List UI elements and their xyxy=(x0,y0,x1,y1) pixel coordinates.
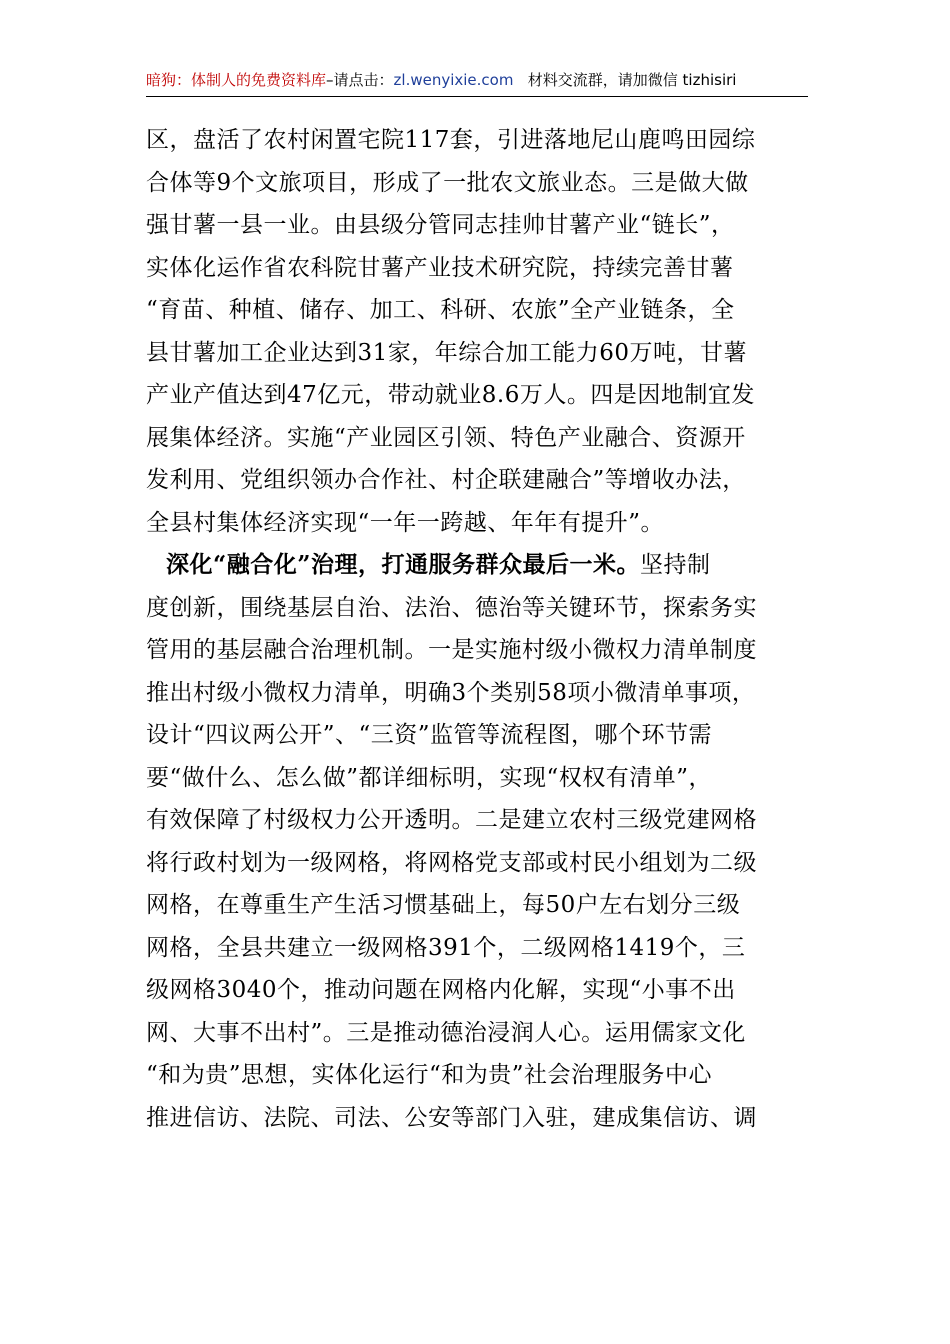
paragraph-line: 网格，全县共建立一级网格391个，二级网格1419个，三 xyxy=(146,934,746,961)
section-heading-line xyxy=(146,544,808,587)
paragraph-line: 产业产值达到47亿元，带动就业8.6万人。四是因地制宜发 xyxy=(146,382,755,408)
paragraph-line: 县甘薯加工企业达到31家，年综合加工能力60万吨，甘薯 xyxy=(146,339,748,366)
page-header xyxy=(146,64,808,97)
header-url-link[interactable]: zl.wenyixie.com xyxy=(393,71,514,89)
paragraph-line: 管用的基层融合治理机制。一是实施村级小微权力清单制度 xyxy=(146,637,757,663)
paragraph-line: 级网格3040个，推动问题在网格内化解，实现“小事不出 xyxy=(146,977,736,1003)
paragraph-line: 发利用、党组织领办合作社、村企联建融合”等增收办法， xyxy=(146,467,746,493)
section-heading: 深化“融合化”治理，打通服务群众最后一米。 xyxy=(166,551,640,578)
paragraph-line: 实体化运作省农科院甘薯产业技术研究院，持续完善甘薯 xyxy=(146,254,734,281)
section-heading-continuation: 坚持制 xyxy=(639,552,711,578)
paragraph-line: 有效保障了村级权力公开透明。二是建立农村三级党建网格 xyxy=(146,807,757,833)
header-wechat-note: 材料交流群，请加微信 tizhisiri xyxy=(527,71,737,89)
body-text xyxy=(146,119,808,1139)
paragraph-line: 要“做什么、怎么做”都详细标明，实现“权权有清单”， xyxy=(146,764,713,791)
paragraph-line: 网、大事不出村”。三是推动德治浸润人心。运用儒家文化 xyxy=(146,1019,746,1046)
paragraph-line: 网格，在尊重生产生活习惯基础上，每50户左右划分三级 xyxy=(146,892,741,918)
paragraph-line: 度创新，围绕基层自治、法治、德治等关键环节，探索务实 xyxy=(146,594,757,621)
paragraph-line: 推出村级小微权力清单，明确3个类别58项小微清单事项， xyxy=(146,679,756,706)
paragraph-line: 强甘薯一县一业。由县级分管同志挂帅甘薯产业“链长”， xyxy=(146,212,735,238)
paragraph-line: 展集体经济。实施“产业园区引领、特色产业融合、资源开 xyxy=(146,424,746,451)
paragraph-line: “育苗、种植、储存、加工、科研、农旅”全产业链条，全 xyxy=(146,297,735,323)
paragraph-line: 将行政村划为一级网格，将网格党支部或村民小组划为二级 xyxy=(146,849,757,876)
paragraph-line: 全县村集体经济实现“一年一跨越、年年有提升”。 xyxy=(146,509,665,536)
paragraph-line: “和为贵”思想，实体化运行“和为贵”社会治理服务中心 xyxy=(146,1062,713,1088)
paragraph-line: 推进信访、法院、司法、公安等部门入驻，建成集信访、调 xyxy=(146,1104,757,1131)
paragraph-line: 设计“四议两公开”、“三资”监管等流程图，哪个环节需 xyxy=(146,722,713,748)
paragraph-line: 区，盘活了农村闲置宅院117套，引进落地尼山鹿鸣田园综 xyxy=(146,127,756,153)
header-site-name: 暗狗：体制人的免费资料库 xyxy=(146,71,327,89)
paragraph-line: 合体等9个文旅项目，形成了一批农文旅业态。三是做大做 xyxy=(146,169,749,196)
header-click-prompt: –请点击： xyxy=(326,71,394,89)
